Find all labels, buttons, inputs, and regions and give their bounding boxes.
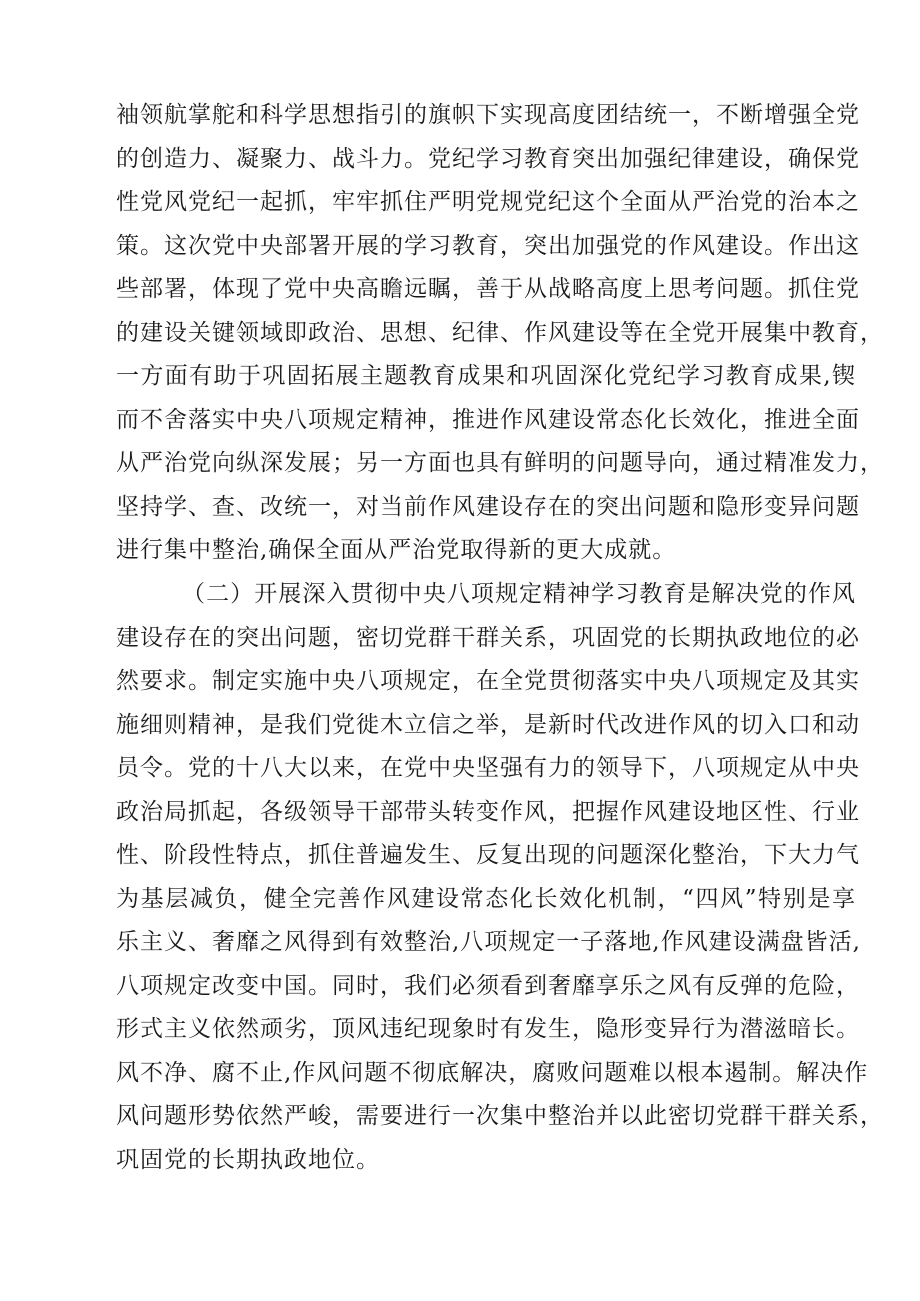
text-line: 从严治党向纵深发展；另一方面也具有鲜明的问题导向，通过精准发力，: [116, 450, 884, 476]
text-line-last: 巩固党的长期执政地位。: [116, 1146, 380, 1173]
text-line: 袖领航掌舵和科学思想指引的旗帜下实现高度团结统一，不断增强全党: [116, 102, 860, 128]
paragraph-section-two: [116, 573, 884, 1182]
text-line-last: 进行集中整治,确保全面从严治党取得新的更大成就。: [116, 537, 677, 563]
text-line: 的建设关键领域即政治、思想、纪律、作风建设等在全党开展集中教育，: [116, 319, 884, 346]
text-line: 的创造力、凝聚力、战斗力。党纪学习教育突出加强纪律建设，确保党: [116, 145, 860, 172]
text-line: 建设存在的突出问题，密切党群干群关系，巩固党的长期执政地位的必: [116, 624, 860, 651]
text-line: 一方面有助于巩固拓展主题教育成果和巩固深化党纪学习教育成果,锲: [116, 363, 856, 389]
text-line: 为基层减负，健全完善作风建设常态化长效化机制，“四风”特别是享: [116, 885, 856, 912]
text-line: 性党风党纪一起抓，牢牢抓住严明党规党纪这个全面从严治党的治本之: [116, 189, 860, 215]
text-line: 风问题形势依然严峻，需要进行一次集中整治并以此密切党群干群关系，: [116, 1103, 884, 1129]
text-line: 施细则精神，是我们党徙木立信之举，是新时代改进作风的切入口和动: [116, 711, 860, 738]
text-line: 坚持学、查、改统一，对当前作风建设存在的突出问题和隐形变异问题: [116, 493, 860, 520]
text-line: 然要求。制定实施中央八项规定，在全党贯彻落实中央八项规定及其实: [116, 668, 860, 694]
text-line: 政治局抓起，各级领导干部带头转变作风，把握作风建设地区性、行业: [116, 798, 860, 825]
paragraph-continued: [116, 94, 884, 573]
text-line: 乐主义、奢靡之风得到有效整治,八项规定一子落地,作风建设满盘皆活,: [116, 929, 861, 955]
text-line: 性、阶段性特点，抓住普遍发生、反复出现的问题深化整治，下大力气: [116, 842, 860, 868]
section-heading-line: （二）开展深入贯彻中央八项规定精神学习教育是解决党的作风: [182, 581, 856, 607]
text-line: 形式主义依然顽劣，顶风违纪现象时有发生，隐形变异行为潜滋暗长。: [116, 1016, 860, 1042]
text-line: 员令。党的十八大以来，在党中央坚强有力的领导下，八项规定从中央: [116, 755, 860, 781]
text-line: 而不舍落实中央八项规定精神，推进作风建设常态化长效化，推进全面: [116, 406, 860, 433]
text-line: 八项规定改变中国。同时，我们必须看到奢靡享乐之风有反弹的危险，: [116, 972, 860, 999]
text-line: 些部署，体现了党中央高瞻远瞩，善于从战略高度上思考问题。抓住党: [116, 276, 860, 302]
text-line: 策。这次党中央部署开展的学习教育，突出加强党的作风建设。作出这: [116, 232, 860, 259]
text-line: 风不净、腐不止,作风问题不彻底解决，腐败问题难以根本遏制。解决作: [116, 1059, 869, 1086]
